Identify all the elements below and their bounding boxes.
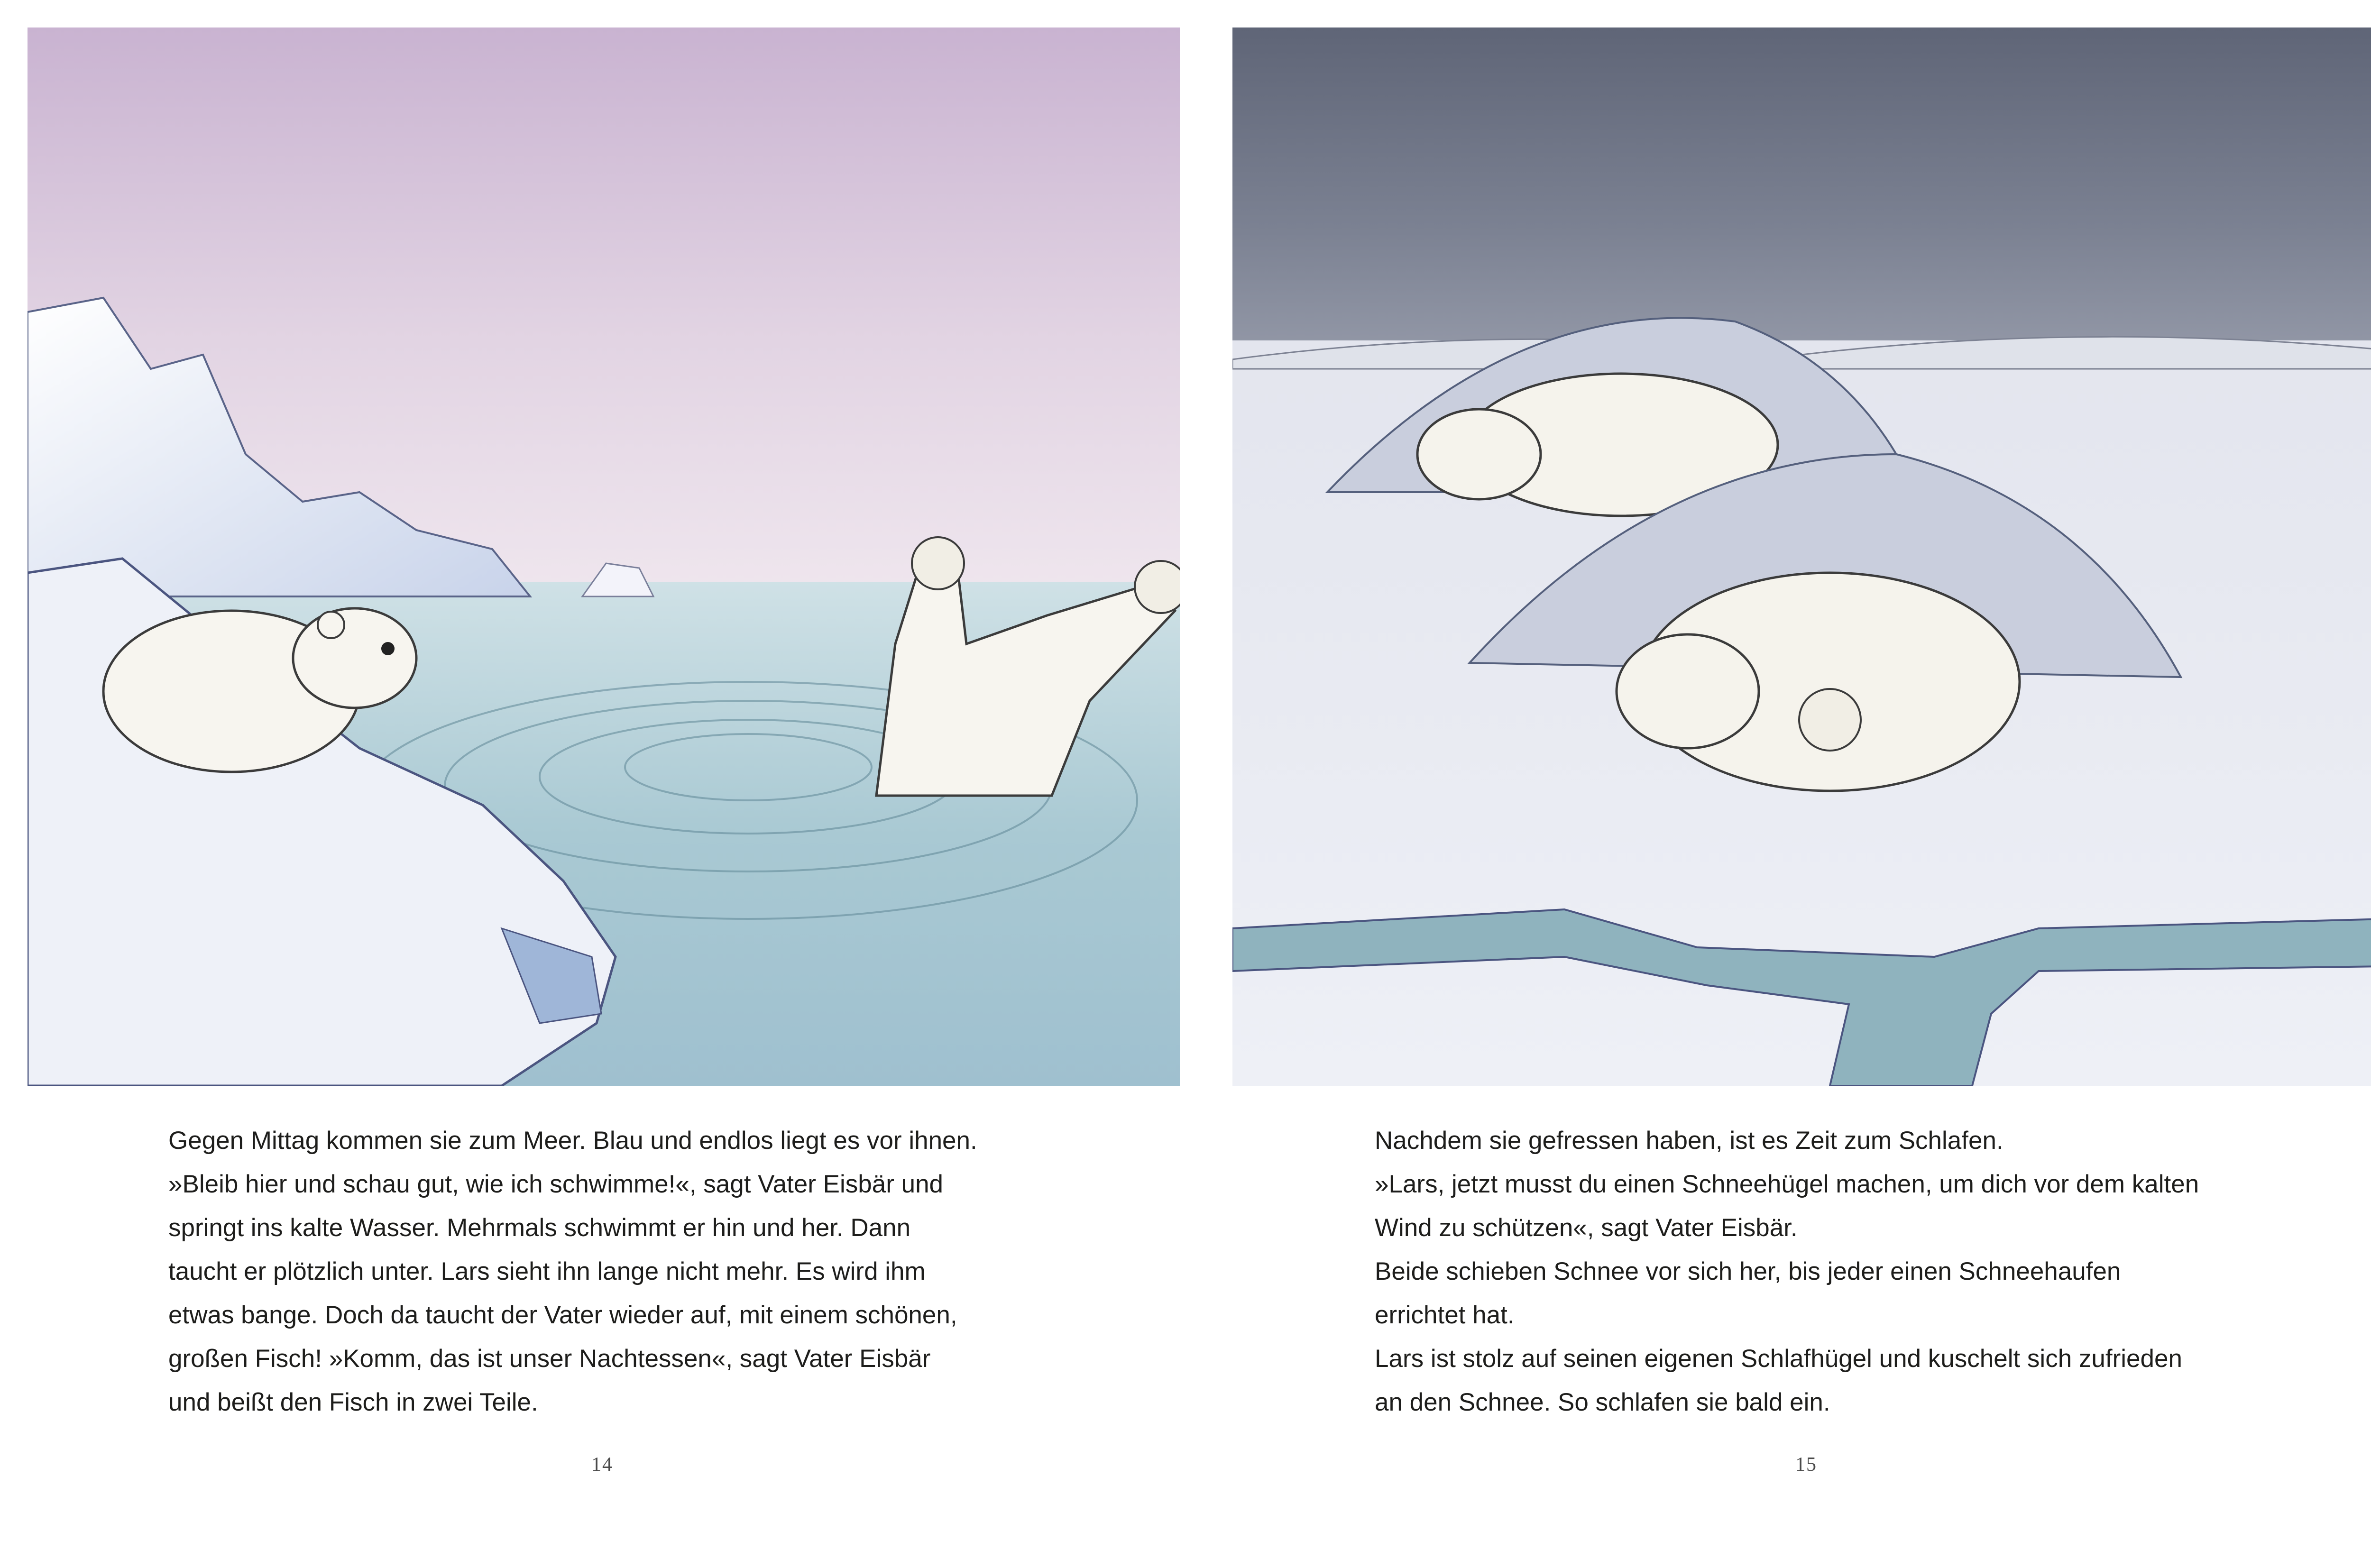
story-text-left [168, 1119, 1069, 1424]
sleeping-scene-icon [1232, 28, 2371, 1086]
text-line: an den Schnee. So schlafen sie bald ein. [1375, 1388, 1830, 1416]
text-line: großen Fisch! »Komm, das ist unser Nachtessen«, sagt Vater Eisbär [168, 1345, 931, 1373]
text-line: »Bleib hier und schau gut, wie ich schwimme!«, sagt Vater Eisbär und [168, 1170, 944, 1198]
page-number-right: 15 [1795, 1454, 1817, 1476]
text-line: Gegen Mittag kommen sie zum Meer. Blau und endlos liegt es vor ihnen. [168, 1127, 977, 1155]
text-line: Nachdem sie gefressen haben, ist es Zeit zum Schlafen. [1375, 1127, 2003, 1155]
story-text-right [1375, 1119, 2276, 1424]
swimming-scene-icon [28, 28, 1180, 1086]
polar-bears-swimming-illustration [28, 28, 1180, 1086]
text-line: springt ins kalte Wasser. Mehrmals schwimmt er hin und her. Dann [168, 1214, 911, 1242]
page-number-left: 14 [591, 1454, 613, 1476]
text-line: etwas bange. Doch da taucht der Vater wieder auf, mit einem schönen, [168, 1301, 957, 1329]
text-line: taucht er plötzlich unter. Lars sieht ihn lange nicht mehr. Es wird ihm [168, 1257, 926, 1285]
text-line: »Lars, jetzt musst du einen Schneehügel machen, um dich vor dem kalten [1375, 1170, 2199, 1198]
text-line: errichtet hat. [1375, 1301, 1515, 1329]
text-line: Lars ist stolz auf seinen eigenen Schlafhügel und kuschelt sich zufrieden [1375, 1345, 2182, 1373]
text-line: Wind zu schützen«, sagt Vater Eisbär. [1375, 1214, 1798, 1242]
polar-bears-sleeping-illustration [1232, 28, 2371, 1086]
text-line: und beißt den Fisch in zwei Teile. [168, 1388, 538, 1416]
text-line: Beide schieben Schnee vor sich her, bis jeder einen Schneehaufen [1375, 1257, 2121, 1285]
right-page [1204, 0, 2371, 1568]
